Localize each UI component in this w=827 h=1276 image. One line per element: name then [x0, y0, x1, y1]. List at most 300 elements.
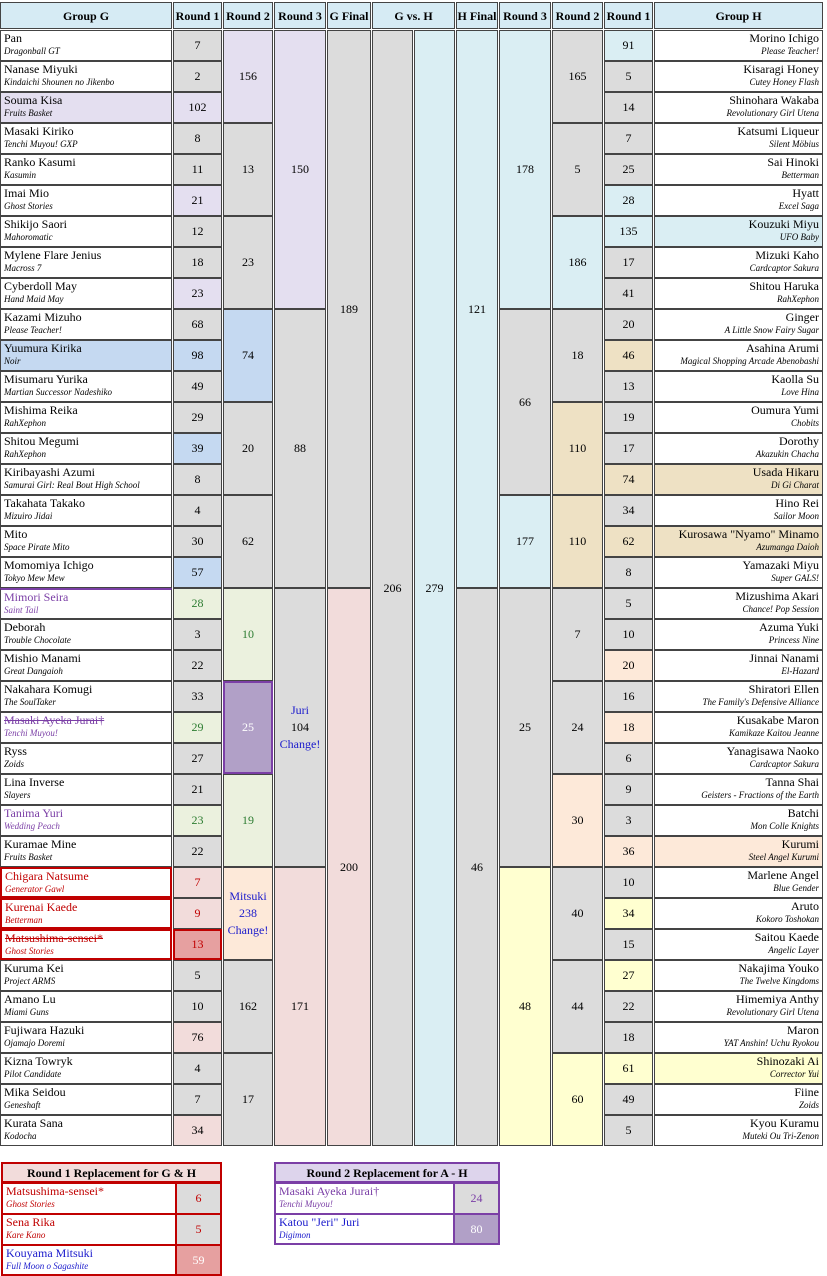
contestant-name: Yuumura Kirika	[4, 341, 82, 355]
series-name: Digimon	[279, 1230, 311, 1240]
series-name: UFO Baby	[779, 232, 819, 242]
contestant-name: Lina Inverse	[4, 775, 65, 789]
round1-votes: 102	[173, 92, 222, 123]
contestant-h-8[interactable]	[654, 247, 823, 278]
contestant-h-24[interactable]	[654, 743, 823, 774]
round1-votes: 62	[604, 526, 653, 557]
round1-votes: 23	[173, 805, 222, 836]
contestant-name: Kouyama Mitsuki	[6, 1246, 93, 1260]
g-final-votes: 200	[327, 588, 371, 1146]
round1-votes: 30	[173, 526, 222, 557]
contestant-h-30[interactable]	[654, 929, 823, 960]
series-name: Muteki Ou Tri-Zenon	[742, 1131, 819, 1141]
round2-votes: 18	[552, 309, 603, 402]
contestant-g-21[interactable]	[0, 650, 172, 681]
contestant-h-3[interactable]	[654, 92, 823, 123]
contestant-name: Masaki Kiriko	[4, 124, 74, 138]
contestant-name: Kisaragi Honey	[743, 62, 819, 76]
contestant-name: Mito	[4, 527, 28, 541]
contestant-name: Hyatt	[792, 186, 819, 200]
series-name: Silent Möbius	[769, 139, 819, 149]
series-name: Revolutionary Girl Utena	[726, 1007, 819, 1017]
contestant-name: Deborah	[4, 620, 46, 634]
contestant-name: Mizushima Akari	[735, 589, 819, 603]
header-g-final: G Final	[327, 2, 371, 29]
round1-votes: 3	[173, 619, 222, 650]
contestant-name: Shitou Megumi	[4, 434, 80, 448]
contestant-h-5[interactable]	[654, 154, 823, 185]
series-name: Samurai Girl: Real Bout High School	[4, 480, 140, 490]
contestant-g-33[interactable]	[0, 1022, 172, 1053]
series-name: Excel Saga	[778, 201, 819, 211]
contestant-name: Kaolla Su	[771, 372, 819, 386]
contestant-name: Dorothy	[779, 434, 819, 448]
series-name: RahXephon	[777, 294, 819, 304]
contestant-name: Mishima Reika	[4, 403, 78, 417]
contestant-name: Nakajima Youko	[738, 961, 819, 975]
round2-votes: 162	[223, 960, 273, 1053]
round1-votes: 33	[173, 681, 222, 712]
contestant-g-27[interactable]	[0, 836, 172, 867]
series-name: Full Moon o Sagashite	[6, 1261, 89, 1271]
contestant-name: Kiribayashi Azumi	[4, 465, 95, 479]
round1-votes: 4	[173, 495, 222, 526]
series-name: Di Gi Charat	[770, 480, 819, 490]
round1-votes: 34	[604, 495, 653, 526]
round3-votes: 66	[499, 309, 551, 495]
contestant-h-13[interactable]	[654, 402, 823, 433]
contestant-h-2[interactable]	[654, 61, 823, 92]
contestant-h-18[interactable]	[654, 557, 823, 588]
contestant-h-23[interactable]	[654, 712, 823, 743]
contestant-name: Marlene Angel	[747, 868, 819, 882]
round1-votes: 27	[173, 743, 222, 774]
series-name: Please Teacher!	[4, 325, 62, 335]
series-name: Noir	[4, 356, 21, 366]
round3-votes: Juri 104 Change!	[274, 588, 326, 867]
round3-votes: 88	[274, 309, 326, 588]
round1-votes: 28	[173, 588, 222, 619]
round2-votes: 110	[552, 402, 603, 495]
contestant-g-31[interactable]	[0, 960, 172, 991]
contestant-g-20[interactable]	[0, 619, 172, 650]
round1-votes: 17	[604, 247, 653, 278]
round1-votes: 16	[604, 681, 653, 712]
contestant-g-12[interactable]	[0, 371, 172, 402]
series-name: Fruits Basket	[4, 852, 53, 862]
series-name: Revolutionary Girl Utena	[726, 108, 819, 118]
round1-votes: 9	[173, 898, 222, 929]
round1-votes: 49	[604, 1084, 653, 1115]
contestant-name: Mika Seidou	[4, 1085, 66, 1099]
series-name: Project ARMS	[4, 976, 56, 986]
replacement-r2-contestant[interactable]	[274, 1214, 454, 1245]
replacement-r2-votes: 80	[454, 1214, 500, 1245]
round2-votes: 44	[552, 960, 603, 1053]
contestant-name: Mizuki Kaho	[755, 248, 819, 262]
contestant-name: Misumaru Yurika	[4, 372, 88, 386]
contestant-h-14[interactable]	[654, 433, 823, 464]
round2-votes: 5	[552, 123, 603, 216]
round1-votes: 8	[604, 557, 653, 588]
round1-votes: 5	[604, 1115, 653, 1146]
header-h-final: H Final	[456, 2, 498, 29]
round1-votes: 22	[604, 991, 653, 1022]
contestant-g-7[interactable]	[0, 216, 172, 247]
contestant-g-23[interactable]	[0, 712, 172, 743]
contestant-h-15[interactable]	[654, 464, 823, 495]
contestant-g-10[interactable]	[0, 309, 172, 340]
round1-votes: 5	[604, 588, 653, 619]
contestant-g-9[interactable]	[0, 278, 172, 309]
round1-votes: 14	[604, 92, 653, 123]
round2-votes: 40	[552, 867, 603, 960]
contestant-name: Kazami Mizuho	[4, 310, 82, 324]
series-name: Martian Successor Nadeshiko	[4, 387, 112, 397]
contestant-name: Kurosawa "Nyamo" Minamo	[678, 527, 819, 541]
contestant-name: Masaki Ayeka Jurai†	[4, 713, 105, 727]
contestant-h-16[interactable]	[654, 495, 823, 526]
contestant-g-24[interactable]	[0, 743, 172, 774]
contestant-name: Mimori Seira	[4, 590, 69, 604]
series-name: Macross 7	[4, 263, 42, 273]
contestant-g-34[interactable]	[0, 1053, 172, 1084]
round1-votes: 91	[604, 30, 653, 61]
series-name: Love Hina	[781, 387, 819, 397]
header-group-g: Group G	[0, 2, 172, 29]
series-name: Kodocha	[4, 1131, 37, 1141]
round1-votes: 135	[604, 216, 653, 247]
contestant-h-12[interactable]	[654, 371, 823, 402]
contestant-g-17[interactable]	[0, 526, 172, 557]
round2-votes: 13	[223, 123, 273, 216]
contestant-name: Imai Mio	[4, 186, 49, 200]
contestant-h-25[interactable]	[654, 774, 823, 805]
contestant-name: Kizna Towryk	[4, 1054, 73, 1068]
series-name: Steel Angel Kurumi	[748, 852, 819, 862]
header-h-r1: Round 1	[604, 2, 653, 29]
series-name: Hand Maid May	[4, 294, 64, 304]
round1-votes: 5	[173, 960, 222, 991]
round2-votes: 60	[552, 1053, 603, 1146]
round1-votes: 19	[604, 402, 653, 433]
contestant-h-33[interactable]	[654, 1022, 823, 1053]
series-name: Chobits	[790, 418, 819, 428]
contestant-name: Tanima Yuri	[4, 806, 64, 820]
contestant-h-31[interactable]	[654, 960, 823, 991]
round1-votes: 36	[604, 836, 653, 867]
contestant-name: Matsushima-sensei*	[6, 1184, 104, 1198]
round2-votes: 165	[552, 30, 603, 123]
replacement-r1-votes: 6	[176, 1183, 222, 1214]
contestant-h-36[interactable]	[654, 1115, 823, 1146]
series-name: Betterman	[5, 915, 43, 925]
round3-votes: 171	[274, 867, 326, 1146]
contestant-g-3[interactable]	[0, 92, 172, 123]
contestant-name: Kuruma Kei	[4, 961, 64, 975]
contestant-g-6[interactable]	[0, 185, 172, 216]
round1-votes: 29	[173, 712, 222, 743]
round1-votes: 20	[604, 309, 653, 340]
contestant-h-17[interactable]	[654, 526, 823, 557]
round1-votes: 18	[604, 1022, 653, 1053]
contestant-name: Takahata Takako	[4, 496, 86, 510]
round2-votes: Mitsuki 238 Change!	[223, 867, 273, 960]
round1-votes: 18	[173, 247, 222, 278]
contestant-h-32[interactable]	[654, 991, 823, 1022]
contestant-g-16[interactable]	[0, 495, 172, 526]
round1-votes: 29	[173, 402, 222, 433]
contestant-g-5[interactable]	[0, 154, 172, 185]
round2-votes: 186	[552, 216, 603, 309]
header-group-h: Group H	[654, 2, 823, 29]
series-name: Magical Shopping Arcade Abenobashi	[680, 356, 819, 366]
round1-votes: 15	[604, 929, 653, 960]
series-name: Cutey Honey Flash	[749, 77, 819, 87]
contestant-name: Amano Lu	[4, 992, 56, 1006]
round2-votes: 156	[223, 30, 273, 123]
contestant-name: Shinohara Wakaba	[729, 93, 819, 107]
replacement-r1-votes: 59	[176, 1245, 222, 1276]
round1-votes: 25	[604, 154, 653, 185]
contestant-name: Mishio Manami	[4, 651, 81, 665]
series-name: RahXephon	[4, 418, 46, 428]
contestant-name: Shikijo Saori	[4, 217, 68, 231]
round1-votes: 2	[173, 61, 222, 92]
round2-votes: 24	[552, 681, 603, 774]
round2-votes: 17	[223, 1053, 273, 1146]
header-h-r2: Round 2	[552, 2, 603, 29]
round2-votes: 74	[223, 309, 273, 402]
series-name: Sailor Moon	[773, 511, 819, 521]
round1-votes: 74	[604, 464, 653, 495]
round1-votes: 20	[604, 650, 653, 681]
round1-votes: 12	[173, 216, 222, 247]
contestant-name: Kouzuki Miyu	[748, 217, 819, 231]
replacement-r2-contestant[interactable]	[274, 1183, 454, 1214]
round1-votes: 22	[173, 836, 222, 867]
series-name: Wedding Peach	[4, 821, 60, 831]
contestant-h-9[interactable]	[654, 278, 823, 309]
contestant-name: Mylene Flare Jenius	[4, 248, 102, 262]
contestant-name: Maron	[787, 1023, 819, 1037]
contestant-g-25[interactable]	[0, 774, 172, 805]
h-final-votes: 121	[456, 30, 498, 588]
contestant-h-11[interactable]	[654, 340, 823, 371]
round1-votes: 34	[604, 898, 653, 929]
round2-votes: 20	[223, 402, 273, 495]
contestant-name: Chigara Natsume	[5, 869, 89, 883]
contestant-g-1[interactable]	[0, 30, 172, 61]
round1-votes: 61	[604, 1053, 653, 1084]
series-name: Kokoro Toshokan	[755, 914, 819, 924]
replacement-r1-contestant[interactable]	[1, 1245, 176, 1276]
round1-votes: 98	[173, 340, 222, 371]
series-name: The SoulTaker	[4, 697, 56, 707]
round1-votes: 10	[604, 867, 653, 898]
contestant-name: Shinozaki Ai	[756, 1054, 819, 1068]
round1-votes: 21	[173, 774, 222, 805]
contestant-name: Sena Rika	[6, 1215, 55, 1229]
contestant-name: Sai Hinoki	[767, 155, 819, 169]
contestant-g-11[interactable]	[0, 340, 172, 371]
series-name: Princess Nine	[768, 635, 819, 645]
contestant-g-26[interactable]	[0, 805, 172, 836]
round1-votes: 34	[173, 1115, 222, 1146]
round1-votes: 6	[604, 743, 653, 774]
round1-votes: 4	[173, 1053, 222, 1084]
contestant-g-32[interactable]	[0, 991, 172, 1022]
series-name: Miami Guns	[4, 1007, 49, 1017]
contestant-g-28[interactable]	[0, 867, 172, 898]
round3-votes: 48	[499, 867, 551, 1146]
header-g-r2: Round 2	[223, 2, 273, 29]
round1-votes: 11	[173, 154, 222, 185]
contestant-name: Fujiwara Hazuki	[4, 1023, 85, 1037]
round1-votes: 10	[604, 619, 653, 650]
contestant-name: Aruto	[791, 899, 819, 913]
series-name: Betterman	[781, 170, 819, 180]
contestant-g-18[interactable]	[0, 557, 172, 588]
series-name: Generator Gawl	[5, 884, 65, 894]
round1-votes: 57	[173, 557, 222, 588]
contestant-h-27[interactable]	[654, 836, 823, 867]
contestant-name: Kuramae Mine	[4, 837, 77, 851]
contestant-h-10[interactable]	[654, 309, 823, 340]
round1-votes: 28	[604, 185, 653, 216]
round2-votes: 19	[223, 774, 273, 867]
round2-votes: 25	[223, 681, 273, 774]
series-name: Slayers	[4, 790, 31, 800]
contestant-h-7[interactable]	[654, 216, 823, 247]
contestant-h-19[interactable]	[654, 588, 823, 619]
round1-votes: 9	[604, 774, 653, 805]
contestant-g-15[interactable]	[0, 464, 172, 495]
g-vs-h-h-votes: 279	[414, 30, 455, 1146]
contestant-h-6[interactable]	[654, 185, 823, 216]
series-name: A Little Snow Fairy Sugar	[724, 325, 819, 335]
contestant-g-22[interactable]	[0, 681, 172, 712]
contestant-name: Kurumi	[781, 837, 819, 851]
contestant-name: Morino Ichigo	[749, 31, 819, 45]
contestant-g-8[interactable]	[0, 247, 172, 278]
contestant-name: Souma Kisa	[4, 93, 63, 107]
series-name: Azumanga Daioh	[756, 542, 819, 552]
contestant-name: Nakahara Komugi	[4, 682, 93, 696]
contestant-h-4[interactable]	[654, 123, 823, 154]
series-name: El-Hazard	[781, 666, 819, 676]
contestant-name: Pan	[4, 31, 22, 45]
series-name: Please Teacher!	[761, 46, 819, 56]
contestant-g-35[interactable]	[0, 1084, 172, 1115]
series-name: Tenchi Muyou! GXP	[4, 139, 78, 149]
header-g-r3: Round 3	[274, 2, 326, 29]
contestant-name: Masaki Ayeka Jurai†	[279, 1184, 380, 1198]
series-name: Kare Kano	[6, 1230, 46, 1240]
round2-votes: 30	[552, 774, 603, 867]
replacement-r1-contestant[interactable]	[1, 1183, 176, 1214]
series-name: Ghost Stories	[5, 946, 54, 956]
contestant-g-29[interactable]	[0, 898, 172, 929]
contestant-name: Tanna Shai	[765, 775, 819, 789]
series-name: The Family's Defensive Alliance	[702, 697, 819, 707]
round1-votes: 39	[173, 433, 222, 464]
round1-votes: 21	[173, 185, 222, 216]
round1-votes: 7	[173, 1084, 222, 1115]
contestant-name: Kurata Sana	[4, 1116, 63, 1130]
replacement-r1-contestant[interactable]	[1, 1214, 176, 1245]
contestant-h-1[interactable]	[654, 30, 823, 61]
round1-votes: 68	[173, 309, 222, 340]
contestant-name: Katsumi Liqueur	[737, 124, 819, 138]
series-name: Mizuiro Jidai	[4, 511, 53, 521]
contestant-h-29[interactable]	[654, 898, 823, 929]
contestant-name: Saitou Kaede	[754, 930, 819, 944]
series-name: Space Pirate Mito	[4, 542, 70, 552]
series-name: The Twelve Kingdoms	[739, 976, 819, 986]
round2-votes: 23	[223, 216, 273, 309]
contestant-name: Fiine	[794, 1085, 819, 1099]
contestant-name: Shitou Haruka	[749, 279, 819, 293]
contestant-g-4[interactable]	[0, 123, 172, 154]
contestant-name: Himemiya Anthy	[736, 992, 819, 1006]
header-h-r3: Round 3	[499, 2, 551, 29]
contestant-name: Cyberdoll May	[4, 279, 77, 293]
contestant-g-2[interactable]	[0, 61, 172, 92]
contestant-h-34[interactable]	[654, 1053, 823, 1084]
contestant-name: Batchi	[787, 806, 819, 820]
contestant-name: Kusakabe Maron	[736, 713, 819, 727]
replacement-r2-votes: 24	[454, 1183, 500, 1214]
series-name: Pilot Candidate	[4, 1069, 62, 1079]
contestant-h-21[interactable]	[654, 650, 823, 681]
contestant-name: Hino Rei	[775, 496, 819, 510]
round1-votes: 5	[604, 61, 653, 92]
series-name: Cardcaptor Sakura	[749, 759, 819, 769]
contestant-h-20[interactable]	[654, 619, 823, 650]
contestant-h-26[interactable]	[654, 805, 823, 836]
contestant-name: Ranko Kasumi	[4, 155, 76, 169]
series-name: Tokyo Mew Mew	[4, 573, 65, 583]
contestant-name: Azuma Yuki	[759, 620, 819, 634]
series-name: Geneshaft	[4, 1100, 41, 1110]
contestant-g-19[interactable]	[0, 588, 172, 619]
series-name: Fruits Basket	[4, 108, 53, 118]
contestant-g-36[interactable]	[0, 1115, 172, 1146]
round3-votes: 25	[499, 588, 551, 867]
contestant-name: Yanagisawa Naoko	[726, 744, 819, 758]
series-name: Ghost Stories	[6, 1199, 55, 1209]
series-name: YAT Anshin! Uchu Ryokou	[723, 1038, 819, 1048]
series-name: Kamikaze Kaitou Jeanne	[729, 728, 819, 738]
series-name: Blue Gender	[773, 883, 819, 893]
contestant-g-30[interactable]	[0, 929, 172, 960]
round1-votes: 13	[173, 929, 222, 960]
round1-votes: 7	[173, 867, 222, 898]
series-name: Angelic Layer	[768, 945, 819, 955]
series-name: Ghost Stories	[4, 201, 53, 211]
g-final-votes: 189	[327, 30, 371, 588]
contestant-g-13[interactable]	[0, 402, 172, 433]
series-name: Mon Colle Knights	[750, 821, 819, 831]
series-name: Corrector Yui	[769, 1069, 819, 1079]
series-name: Ojamajo Doremi	[4, 1038, 65, 1048]
contestant-h-22[interactable]	[654, 681, 823, 712]
contestant-name: Asahina Arumi	[746, 341, 819, 355]
contestant-h-35[interactable]	[654, 1084, 823, 1115]
contestant-h-28[interactable]	[654, 867, 823, 898]
contestant-g-14[interactable]	[0, 433, 172, 464]
